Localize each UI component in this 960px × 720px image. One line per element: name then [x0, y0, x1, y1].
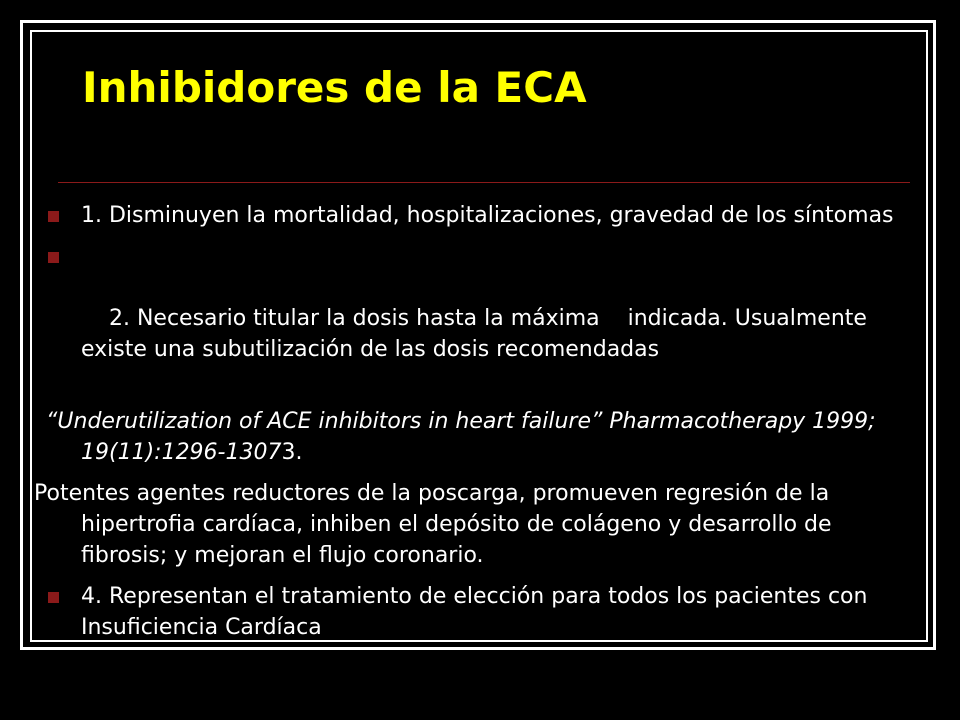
- paragraph-potentes: [34, 478, 894, 571]
- slide-body: [34, 200, 894, 653]
- slide-title: Inhibidores de la ECA: [82, 63, 587, 112]
- bullet-item-2-text: 2. Necesario titular la dosis hasta la máxima indicada. Usualmente existe una subutilización de las dosis recomendadas: [81, 306, 874, 362]
- square-bullet-icon: [48, 252, 59, 263]
- bullet-item-1: [34, 200, 894, 231]
- bullet-item-4: [34, 581, 894, 643]
- square-bullet-icon: [48, 211, 59, 222]
- square-bullet-icon: [48, 592, 59, 603]
- citation-reference: “Underutilization of ACE inhibitors in heart failure” Pharmacotherapy 1999; 19(11):1296-1307: [46, 409, 876, 465]
- paragraph-text: Potentes agentes reductores de la poscarga, promueven regresión de la hipertrofia cardíaca, inhiben el depósito de colágeno y desarrollo de fibrosis; y mejoran el flujo coronario.: [34, 481, 832, 568]
- citation: [34, 406, 894, 468]
- bullet-item-1-text: 1. Disminuyen la mortalidad, hospitalizaciones, gravedad de los síntomas: [81, 203, 894, 228]
- bullet-item-2: [34, 241, 894, 396]
- bullet-item-4-text: 4. Representan el tratamiento de elección para todos los pacientes con Insuficiencia Cardíaca: [81, 584, 868, 640]
- citation-tail: 3.: [281, 440, 303, 465]
- title-divider: [58, 182, 910, 183]
